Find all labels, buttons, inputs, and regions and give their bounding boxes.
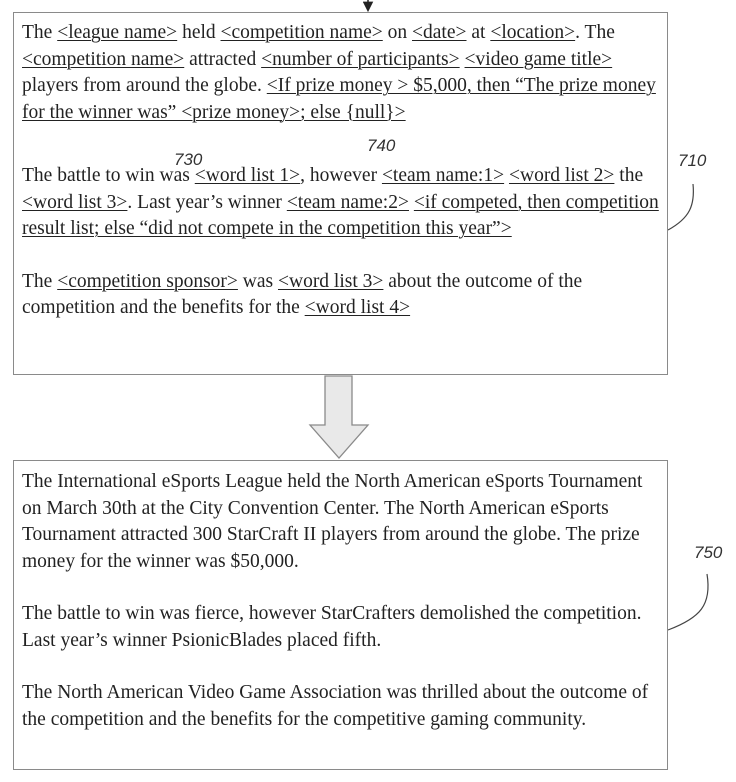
template-placeholder: <competition name> [220, 22, 383, 43]
template-text: on [382, 22, 413, 43]
transform-down-arrow [310, 376, 368, 458]
template-placeholder: <word list 4> [304, 297, 411, 318]
template-placeholder: <word list 1> [194, 165, 301, 186]
output-paragraph-3: The North American Video Game Association was thrilled about the outcome of the competition and the benefits for the competitive gaming community. [22, 682, 649, 730]
template-text: was [237, 270, 278, 292]
template-text: . The [575, 22, 615, 43]
template-text: The [22, 22, 58, 43]
template-text: players from around the globe. [22, 75, 267, 96]
template-placeholder: <team name:2> [286, 191, 409, 213]
template-text: about the outcome of the competition and the benefits for the [22, 270, 583, 318]
template-placeholder: <team name:1> [381, 165, 505, 186]
callout-740: 740 [367, 136, 396, 155]
callout-750: 750 [694, 543, 723, 562]
template-placeholder: <competition name> [22, 48, 185, 70]
template-text: The [22, 270, 58, 292]
template-placeholder: <date> [412, 22, 467, 43]
generated-text-box [13, 460, 668, 770]
template-text-box [13, 12, 668, 375]
template-text: , however [300, 165, 382, 186]
template-placeholder: <If prize money > $5,000, then “The prize money for the winner was” <prize money>; else {null}> [22, 75, 656, 123]
template-placeholder: <word list 3> [22, 191, 128, 213]
template-placeholder: <location> [490, 22, 576, 43]
template-paragraph-2 [22, 163, 659, 243]
output-paragraph-1: The International eSports League held the North American eSports Tournament on March 30th at the City Convention Center. The North American eSports Tournament attracted 300 StarCraft II players from around the globe. The prize money for the winner was $50,000. [22, 471, 643, 572]
template-placeholder: <word list 2> [508, 165, 615, 186]
leader-750 [668, 574, 708, 630]
template-text: held [177, 22, 221, 43]
template-text: The battle to win was [22, 165, 195, 186]
template-text: the [614, 165, 644, 186]
template-paragraph-1 [22, 20, 659, 126]
template-text: . Last year’s winner [127, 191, 287, 213]
template-paragraph-3 [22, 269, 659, 322]
template-placeholder: <if competed, then competition result list; else “did not compete in the competition this year”> [22, 191, 659, 239]
template-text: attracted [184, 48, 262, 70]
output-paragraph-2: The battle to win was fierce, however StarCrafters demolished the competition. Last year’s winner PsionicBlades placed fifth. [22, 603, 642, 651]
template-placeholder: <league name> [57, 22, 178, 43]
template-text: at [466, 22, 491, 43]
leader-710 [668, 184, 693, 230]
template-placeholder: <number of participants> [261, 48, 460, 70]
callout-710: 710 [678, 151, 707, 170]
template-placeholder: <word list 3> [277, 270, 384, 292]
template-placeholder: <video game title> [464, 48, 613, 70]
callout-730: 730 [174, 150, 203, 169]
template-placeholder: <competition sponsor> [57, 270, 238, 292]
